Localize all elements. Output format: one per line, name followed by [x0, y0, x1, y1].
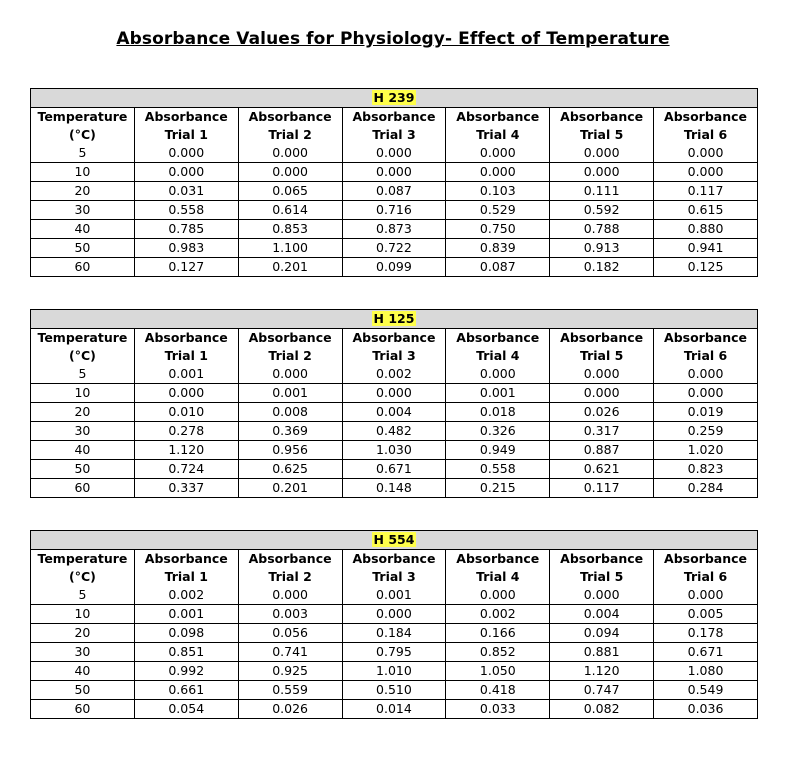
absorbance-table-h125: [30, 309, 758, 498]
absorbance-cell: 0.722: [342, 239, 446, 258]
header-absorbance: Absorbance: [134, 329, 238, 348]
temperature-cell: 40: [31, 220, 135, 239]
absorbance-cell: 0.000: [446, 365, 550, 384]
header-trial: Trial 6: [654, 126, 758, 144]
absorbance-cell: 0.215: [446, 479, 550, 498]
absorbance-cell: 0.000: [134, 144, 238, 163]
absorbance-cell: 0.004: [342, 403, 446, 422]
absorbance-cell: 0.026: [238, 700, 342, 719]
absorbance-cell: 0.795: [342, 643, 446, 662]
absorbance-cell: 0.747: [550, 681, 654, 700]
header-trial: Trial 5: [550, 347, 654, 365]
header-absorbance: Absorbance: [654, 550, 758, 569]
absorbance-cell: 0.002: [134, 586, 238, 605]
absorbance-cell: 0.529: [446, 201, 550, 220]
table-label: H 554: [373, 532, 415, 547]
absorbance-cell: 0.026: [550, 403, 654, 422]
absorbance-table-h239: [30, 88, 758, 277]
absorbance-cell: 0.000: [654, 586, 758, 605]
absorbance-cell: 0.166: [446, 624, 550, 643]
header-trial: Trial 3: [342, 347, 446, 365]
absorbance-cell: 0.014: [342, 700, 446, 719]
absorbance-cell: 0.941: [654, 239, 758, 258]
header-absorbance: Absorbance: [446, 550, 550, 569]
absorbance-cell: 0.614: [238, 201, 342, 220]
absorbance-cell: 0.317: [550, 422, 654, 441]
absorbance-cell: 0.125: [654, 258, 758, 277]
header-absorbance: Absorbance: [654, 108, 758, 127]
table-row: [31, 700, 758, 719]
absorbance-cell: 0.000: [550, 586, 654, 605]
absorbance-cell: 0.008: [238, 403, 342, 422]
absorbance-cell: 0.054: [134, 700, 238, 719]
absorbance-cell: 0.661: [134, 681, 238, 700]
table-label-cell: [31, 310, 758, 329]
absorbance-cell: 0.741: [238, 643, 342, 662]
absorbance-cell: 0.839: [446, 239, 550, 258]
table-row: [31, 605, 758, 624]
absorbance-cell: 0.000: [238, 163, 342, 182]
absorbance-cell: 0.000: [446, 586, 550, 605]
absorbance-cell: 0.716: [342, 201, 446, 220]
absorbance-cell: 0.510: [342, 681, 446, 700]
absorbance-cell: 0.117: [550, 479, 654, 498]
absorbance-cell: 0.098: [134, 624, 238, 643]
absorbance-cell: 0.033: [446, 700, 550, 719]
absorbance-cell: 0.010: [134, 403, 238, 422]
absorbance-cell: 0.000: [238, 586, 342, 605]
table-label-cell: [31, 89, 758, 108]
absorbance-cell: 0.087: [342, 182, 446, 201]
header-row-sub: [31, 568, 758, 586]
absorbance-cell: 0.549: [654, 681, 758, 700]
temperature-cell: 5: [31, 144, 135, 163]
header-absorbance: Absorbance: [342, 108, 446, 127]
table-label: H 125: [373, 311, 415, 326]
table-row: [31, 182, 758, 201]
temperature-cell: 10: [31, 605, 135, 624]
table-row: [31, 479, 758, 498]
table-row: [31, 144, 758, 163]
absorbance-cell: 0.002: [342, 365, 446, 384]
absorbance-cell: 0.056: [238, 624, 342, 643]
header-trial: Trial 4: [446, 568, 550, 586]
header-absorbance: Absorbance: [342, 329, 446, 348]
absorbance-cell: 0.001: [134, 605, 238, 624]
absorbance-cell: 0.178: [654, 624, 758, 643]
header-unit: (°C): [31, 568, 135, 586]
absorbance-cell: 0.000: [446, 163, 550, 182]
table-row: [31, 624, 758, 643]
table-row: [31, 239, 758, 258]
absorbance-cell: 0.853: [238, 220, 342, 239]
header-absorbance: Absorbance: [654, 329, 758, 348]
table-row: [31, 643, 758, 662]
header-trial: Trial 4: [446, 126, 550, 144]
absorbance-cell: 0.184: [342, 624, 446, 643]
header-trial: Trial 3: [342, 126, 446, 144]
absorbance-cell: 0.094: [550, 624, 654, 643]
absorbance-cell: 0.278: [134, 422, 238, 441]
absorbance-cell: 1.020: [654, 441, 758, 460]
absorbance-cell: 0.785: [134, 220, 238, 239]
header-trial: Trial 5: [550, 126, 654, 144]
absorbance-cell: 0.001: [238, 384, 342, 403]
absorbance-cell: 0.369: [238, 422, 342, 441]
table-row: [31, 403, 758, 422]
temperature-cell: 60: [31, 700, 135, 719]
absorbance-cell: 0.671: [654, 643, 758, 662]
table-row: [31, 662, 758, 681]
header-row-sub: [31, 126, 758, 144]
table-row: [31, 384, 758, 403]
absorbance-cell: 0.558: [446, 460, 550, 479]
header-unit: (°C): [31, 126, 135, 144]
header-temperature: Temperature: [31, 329, 135, 348]
header-absorbance: Absorbance: [550, 108, 654, 127]
absorbance-cell: 0.000: [550, 365, 654, 384]
absorbance-cell: 0.000: [550, 384, 654, 403]
absorbance-cell: 0.000: [654, 384, 758, 403]
header-trial: Trial 1: [134, 126, 238, 144]
temperature-cell: 30: [31, 643, 135, 662]
absorbance-cell: 1.100: [238, 239, 342, 258]
header-row-sub: [31, 347, 758, 365]
header-absorbance: Absorbance: [134, 550, 238, 569]
absorbance-cell: 0.000: [238, 144, 342, 163]
absorbance-cell: 0.000: [654, 365, 758, 384]
absorbance-cell: 0.621: [550, 460, 654, 479]
absorbance-cell: 0.823: [654, 460, 758, 479]
table-row: [31, 163, 758, 182]
header-temperature: Temperature: [31, 108, 135, 127]
absorbance-cell: 0.000: [342, 605, 446, 624]
temperature-cell: 50: [31, 681, 135, 700]
absorbance-cell: 0.615: [654, 201, 758, 220]
absorbance-cell: 0.002: [446, 605, 550, 624]
header-row: [31, 550, 758, 569]
absorbance-cell: 0.000: [134, 384, 238, 403]
absorbance-cell: 1.080: [654, 662, 758, 681]
absorbance-cell: 0.724: [134, 460, 238, 479]
temperature-cell: 10: [31, 384, 135, 403]
temperature-cell: 60: [31, 479, 135, 498]
absorbance-cell: 0.182: [550, 258, 654, 277]
header-absorbance: Absorbance: [550, 329, 654, 348]
table-row: [31, 422, 758, 441]
header-trial: Trial 1: [134, 568, 238, 586]
absorbance-cell: 0.000: [134, 163, 238, 182]
header-unit: (°C): [31, 347, 135, 365]
table-row: [31, 220, 758, 239]
absorbance-cell: 0.625: [238, 460, 342, 479]
header-trial: Trial 4: [446, 347, 550, 365]
absorbance-cell: 0.127: [134, 258, 238, 277]
absorbance-cell: 0.019: [654, 403, 758, 422]
header-trial: Trial 2: [238, 126, 342, 144]
table-label-row: [31, 310, 758, 329]
absorbance-cell: 0.111: [550, 182, 654, 201]
absorbance-cell: 0.000: [342, 144, 446, 163]
table-row: [31, 441, 758, 460]
absorbance-cell: 0.000: [446, 144, 550, 163]
header-trial: Trial 5: [550, 568, 654, 586]
absorbance-cell: 0.000: [238, 365, 342, 384]
absorbance-cell: 0.851: [134, 643, 238, 662]
absorbance-cell: 0.852: [446, 643, 550, 662]
absorbance-cell: 0.000: [550, 163, 654, 182]
absorbance-cell: 0.881: [550, 643, 654, 662]
temperature-cell: 20: [31, 403, 135, 422]
absorbance-cell: 0.082: [550, 700, 654, 719]
absorbance-cell: 0.065: [238, 182, 342, 201]
temperature-cell: 10: [31, 163, 135, 182]
absorbance-cell: 0.003: [238, 605, 342, 624]
header-absorbance: Absorbance: [446, 108, 550, 127]
absorbance-cell: 0.087: [446, 258, 550, 277]
table-row: [31, 460, 758, 479]
absorbance-cell: 0.004: [550, 605, 654, 624]
absorbance-cell: 0.099: [342, 258, 446, 277]
table-row: [31, 258, 758, 277]
temperature-cell: 40: [31, 441, 135, 460]
absorbance-table-h554: [30, 530, 758, 719]
absorbance-cell: 0.000: [550, 144, 654, 163]
temperature-cell: 40: [31, 662, 135, 681]
header-trial: Trial 6: [654, 347, 758, 365]
absorbance-cell: 0.001: [342, 586, 446, 605]
absorbance-cell: 0.887: [550, 441, 654, 460]
absorbance-cell: 0.956: [238, 441, 342, 460]
table-row: [31, 365, 758, 384]
absorbance-cell: 0.036: [654, 700, 758, 719]
temperature-cell: 30: [31, 422, 135, 441]
absorbance-cell: 0.880: [654, 220, 758, 239]
absorbance-cell: 0.201: [238, 479, 342, 498]
header-trial: Trial 6: [654, 568, 758, 586]
header-absorbance: Absorbance: [238, 108, 342, 127]
absorbance-cell: 0.559: [238, 681, 342, 700]
absorbance-cell: 0.000: [342, 163, 446, 182]
absorbance-cell: 0.992: [134, 662, 238, 681]
absorbance-cell: 0.001: [134, 365, 238, 384]
absorbance-cell: 0.983: [134, 239, 238, 258]
temperature-cell: 50: [31, 239, 135, 258]
table-row: [31, 201, 758, 220]
header-absorbance: Absorbance: [238, 329, 342, 348]
absorbance-cell: 0.337: [134, 479, 238, 498]
absorbance-cell: 0.117: [654, 182, 758, 201]
absorbance-cell: 0.949: [446, 441, 550, 460]
absorbance-cell: 0.671: [342, 460, 446, 479]
absorbance-cell: 0.000: [654, 163, 758, 182]
absorbance-cell: 0.558: [134, 201, 238, 220]
header-row: [31, 329, 758, 348]
absorbance-cell: 0.001: [446, 384, 550, 403]
table-label: H 239: [373, 90, 415, 105]
absorbance-cell: 0.031: [134, 182, 238, 201]
header-absorbance: Absorbance: [446, 329, 550, 348]
temperature-cell: 50: [31, 460, 135, 479]
absorbance-cell: 0.750: [446, 220, 550, 239]
absorbance-cell: 1.010: [342, 662, 446, 681]
temperature-cell: 20: [31, 624, 135, 643]
header-absorbance: Absorbance: [238, 550, 342, 569]
absorbance-cell: 0.284: [654, 479, 758, 498]
absorbance-cell: 0.913: [550, 239, 654, 258]
temperature-cell: 20: [31, 182, 135, 201]
absorbance-cell: 1.120: [134, 441, 238, 460]
absorbance-cell: 1.120: [550, 662, 654, 681]
header-trial: Trial 1: [134, 347, 238, 365]
table-label-cell: [31, 531, 758, 550]
temperature-cell: 30: [31, 201, 135, 220]
absorbance-cell: 0.103: [446, 182, 550, 201]
temperature-cell: 5: [31, 365, 135, 384]
header-absorbance: Absorbance: [550, 550, 654, 569]
absorbance-cell: 0.005: [654, 605, 758, 624]
document-title: Absorbance Values for Physiology- Effect of Temperature: [116, 29, 670, 49]
table-label-row: [31, 89, 758, 108]
header-absorbance: Absorbance: [134, 108, 238, 127]
absorbance-cell: 1.050: [446, 662, 550, 681]
header-absorbance: Absorbance: [342, 550, 446, 569]
absorbance-cell: 0.873: [342, 220, 446, 239]
header-trial: Trial 3: [342, 568, 446, 586]
absorbance-cell: 0.000: [342, 384, 446, 403]
header-trial: Trial 2: [238, 568, 342, 586]
absorbance-cell: 0.788: [550, 220, 654, 239]
absorbance-cell: 0.418: [446, 681, 550, 700]
header-temperature: Temperature: [31, 550, 135, 569]
absorbance-cell: 0.018: [446, 403, 550, 422]
absorbance-cell: 0.201: [238, 258, 342, 277]
absorbance-cell: 1.030: [342, 441, 446, 460]
absorbance-cell: 0.259: [654, 422, 758, 441]
header-trial: Trial 2: [238, 347, 342, 365]
table-label-row: [31, 531, 758, 550]
temperature-cell: 60: [31, 258, 135, 277]
absorbance-cell: 0.925: [238, 662, 342, 681]
table-row: [31, 681, 758, 700]
absorbance-cell: 0.000: [654, 144, 758, 163]
header-row: [31, 108, 758, 127]
temperature-cell: 5: [31, 586, 135, 605]
absorbance-cell: 0.326: [446, 422, 550, 441]
table-row: [31, 586, 758, 605]
absorbance-cell: 0.148: [342, 479, 446, 498]
absorbance-cell: 0.592: [550, 201, 654, 220]
absorbance-cell: 0.482: [342, 422, 446, 441]
